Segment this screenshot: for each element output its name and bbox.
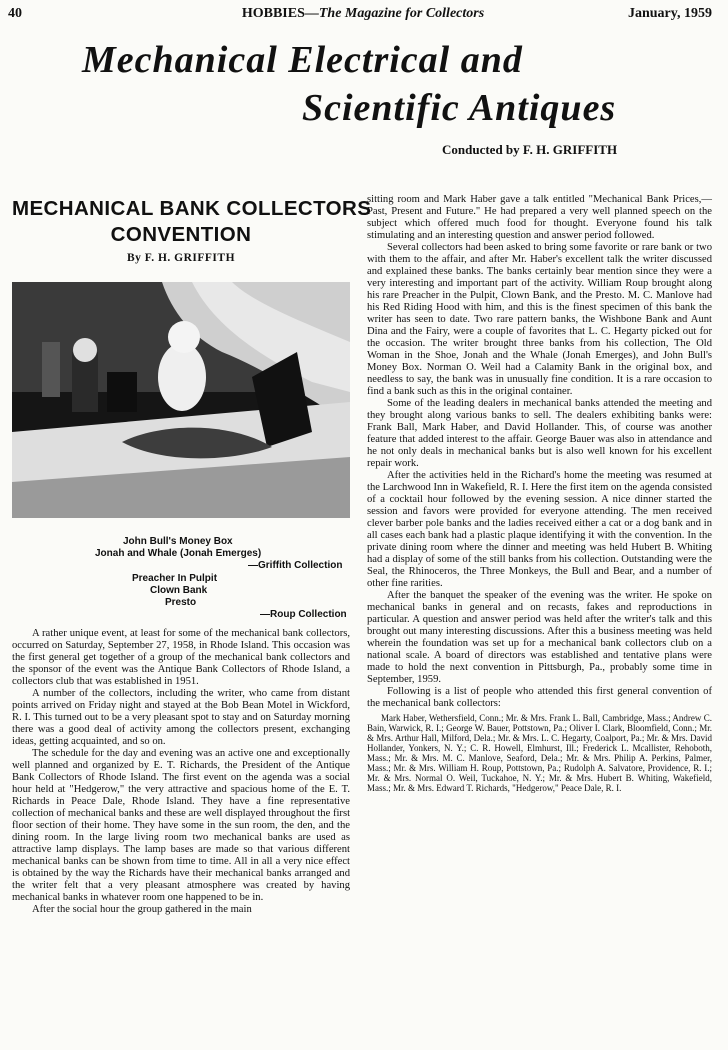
caption-line-john-bull: John Bull's Money Box [123,536,233,547]
section-title-line1: Mechanical Electrical and [82,39,523,81]
photo-bank-figure-head [168,321,200,353]
paragraph: A rather unique event, at least for some of the mechanical bank collectors, occurred on Saturday, September 27, 1958, in Rhode Island. This occasion was the first general get together of a group of the mechanical bank collectors and the sponsor of the event was the Antique Bank Collectors of Rhode Island, a collectors club that was established in 1951. [12,628,350,687]
left-column [12,194,372,916]
issue-date: January, 1959 [627,6,712,21]
photo-bank-figure [158,343,206,411]
section-title-line2: Scientific Antiques [302,87,617,129]
page-number: 40 [8,6,22,21]
bank-collection-photo [12,282,350,518]
left-body-text [12,628,350,916]
article-byline: By F. H. GRIFFITH [126,252,236,264]
photo-bank-preacher [42,342,60,397]
magazine-tagline: —The Magazine for Collectors [304,6,485,21]
article-title [12,196,372,248]
caption-credit-griffith: —Griffith Collection [248,560,343,571]
right-column [367,194,712,793]
paragraph: After the social hour the group gathered in the main [32,904,252,915]
caption-credit-roup: —Roup Collection [260,609,347,620]
article-title-line1: MECHANICAL BANK COLLECTORS [12,197,372,220]
photo-bank-box [107,372,137,412]
photo-caption [12,536,350,620]
photo-bank-clown-head [73,338,97,362]
paragraph: After the banquet the speaker of the evening was the writer. He spoke on mechanical banks in general and on recasts, fakes and reproductions in particular. A question and answer period was held after the writer's talk and this brought out many interesting discussions. After this a business meeting was held wherein the foundation was set up for a mechanical bank collectors club on a national scale. A board of directors was established and tentative plans were made to hold the next convention in Pittsburgh, Pa., probably some time in September, 1959. [367,590,712,685]
caption-line-jonah: Jonah and Whale (Jonah Emerges) [95,548,262,559]
caption-line-clown: Clown Bank [150,585,208,596]
paragraph: After the activities held in the Richard's home the meeting was resumed at the Larchwood Inn in Wakefield, R. I. Here the first item on the agenda consisted of a cocktail hour followed by the evening session. A nice dinner started the session and favors were provided for everyone attending. The men received clever barber pole banks and the ladies received either a cat or a dog bank and in all cases each bank had a plastic plaque identifying it with the convention. In the private dining room where the dinner and meeting was held Hubert B. Whiting had a display of some of the still banks from his collection. Outstanding were the Seal, the Rhinoceros, the Three Monkeys, the Bull and Bear, and a number of other fine rarities. [367,470,712,589]
magazine-title [8,6,718,22]
paragraph: Some of the leading dealers in mechanical banks attended the meeting and they brought along various banks to sell. The dealers exhibiting banks were: Frank Ball, Mark Haber, and David Hollander. This, of course was another feature that added interest to the affair. George Bauer was also in attendance and he not only deals in mechanical banks but is also well known for his excellent repair work. [367,398,712,469]
paragraph: Several collectors had been asked to bring some favorite or rare bank or two with them to the affair, and after Mr. Haber's excellent talk the writer discussed and explained these banks. The banks certainly bear mention since they were a very interesting and important part of the activity. William Roup brought along his rare Preacher in the Pulpit, Clown Bank, and the Presto. M. C. Manlove had his Red Riding Hood with him, and this is the finest specimen of this bank the writer has seen to date. Two rare pattern banks, the Wishbone Bank and Aunt Dina and the Fairy, were a couple of favorites that L. C. Hegarty picked out for the occasion. The writer brought three banks from his collection, The Old Woman in the Shoe, Jonah and the Whale (Jonah Emerges), and John Bull's Money Box. Norman O. Weil had a Calamity Bank in the original box, and needless to say, the bank was in unusually fine condition. It is a rare occasion to find a bank such as this in the original container. [367,242,712,397]
paragraph: Following is a list of people who attended this first general convention of the mechanical bank collectors: [367,686,712,709]
paragraph: sitting room and Mark Haber gave a talk entitled "Mechanical Bank Prices,—Past, Present and Future." He had prepared a very well planned speech on the subject which offered much food for thought. Everyone found his talk stimulating and an interesting question and answer period followed. [367,194,712,241]
magazine-name: HOBBIES [241,6,305,21]
caption-line-preacher: Preacher In Pulpit [132,573,218,584]
paragraph: The schedule for the day and evening was an active one and exceptionally well planned and organized by E. T. Richards, the President of the Antique Bank Collectors of Rhode Island. The first event on the agenda was a social hour held at "Hedgerow," the very attractive and spacious home of the E. T. Richards in Peace Dale, Rhode Island. They have a fine representative collection of mechanical banks and these are well displayed throughout the first floor section of their home. They have some in the sun room, the den, and the dining room. In the large living room two mechanical banks are used as attractive lamp displays. The lamp bases are made so that various different mechanical banks can be shown from time to time. All in all a very nice effect is obtained by the way the Richards have their mechanical banks arranged and the writer felt that a very pleasant atmosphere was created by having mechanical banks in whatever room one happened to be in. [12,748,351,903]
caption-line-presto: Presto [165,597,197,608]
paragraph: A number of the collectors, including the writer, who came from distant points arrived on Friday night and stayed at the Bob Bean Motel in Wickford, R. I. This turned out to be a very pleasant spot to stay and on Saturday morning there was a good deal of activity among the collectors present, exchanging ideas, getting acquainted, and so on. [12,688,350,747]
section-editor: Conducted by F. H. GRIFFITH [442,142,618,157]
article-title-line2: CONVENTION [110,223,252,246]
attendee-list: Mark Haber, Wethersfield, Conn.; Mr. & Mrs. Frank L. Ball, Cambridge, Mass.; Andrew C. Bain, Warwick, R. I.; George W. Bauer, Pottstown, Pa.; Oliver I. Clark, Bloomfield, Conn.; Mr. & Mrs. Arthur Hall, Milford, Dela.; Mr. & Mrs. L. C. Hegarty, Coalport, Pa.; Mr. & Mrs. David Hollander, Yonkers, N. Y.; C. R. Howell, Elmhurst, Ill.; Frederick L. Mcallister, Rehoboth, Mass.; Mr. & Mrs. M. C. Manlove, Seaford, Dela.; Mr. & Mrs. Philip A. Perkins, Palmer, Mass.; Mr. & Mrs. William H. Roup, Pottstown, Pa.; Rudolph A. Salvatore, Providence, R. I.; Mr. & Mrs. Normal O. Weil, Tuckahoe, N. Y.; Mr. & Mrs. Hubert B. Whiting, Wakefield, Mass.; Mr. & Mrs. Edward T. Richards, "Hedgerow," Peace Dale, R. I. [367,713,712,793]
running-header [8,6,718,24]
